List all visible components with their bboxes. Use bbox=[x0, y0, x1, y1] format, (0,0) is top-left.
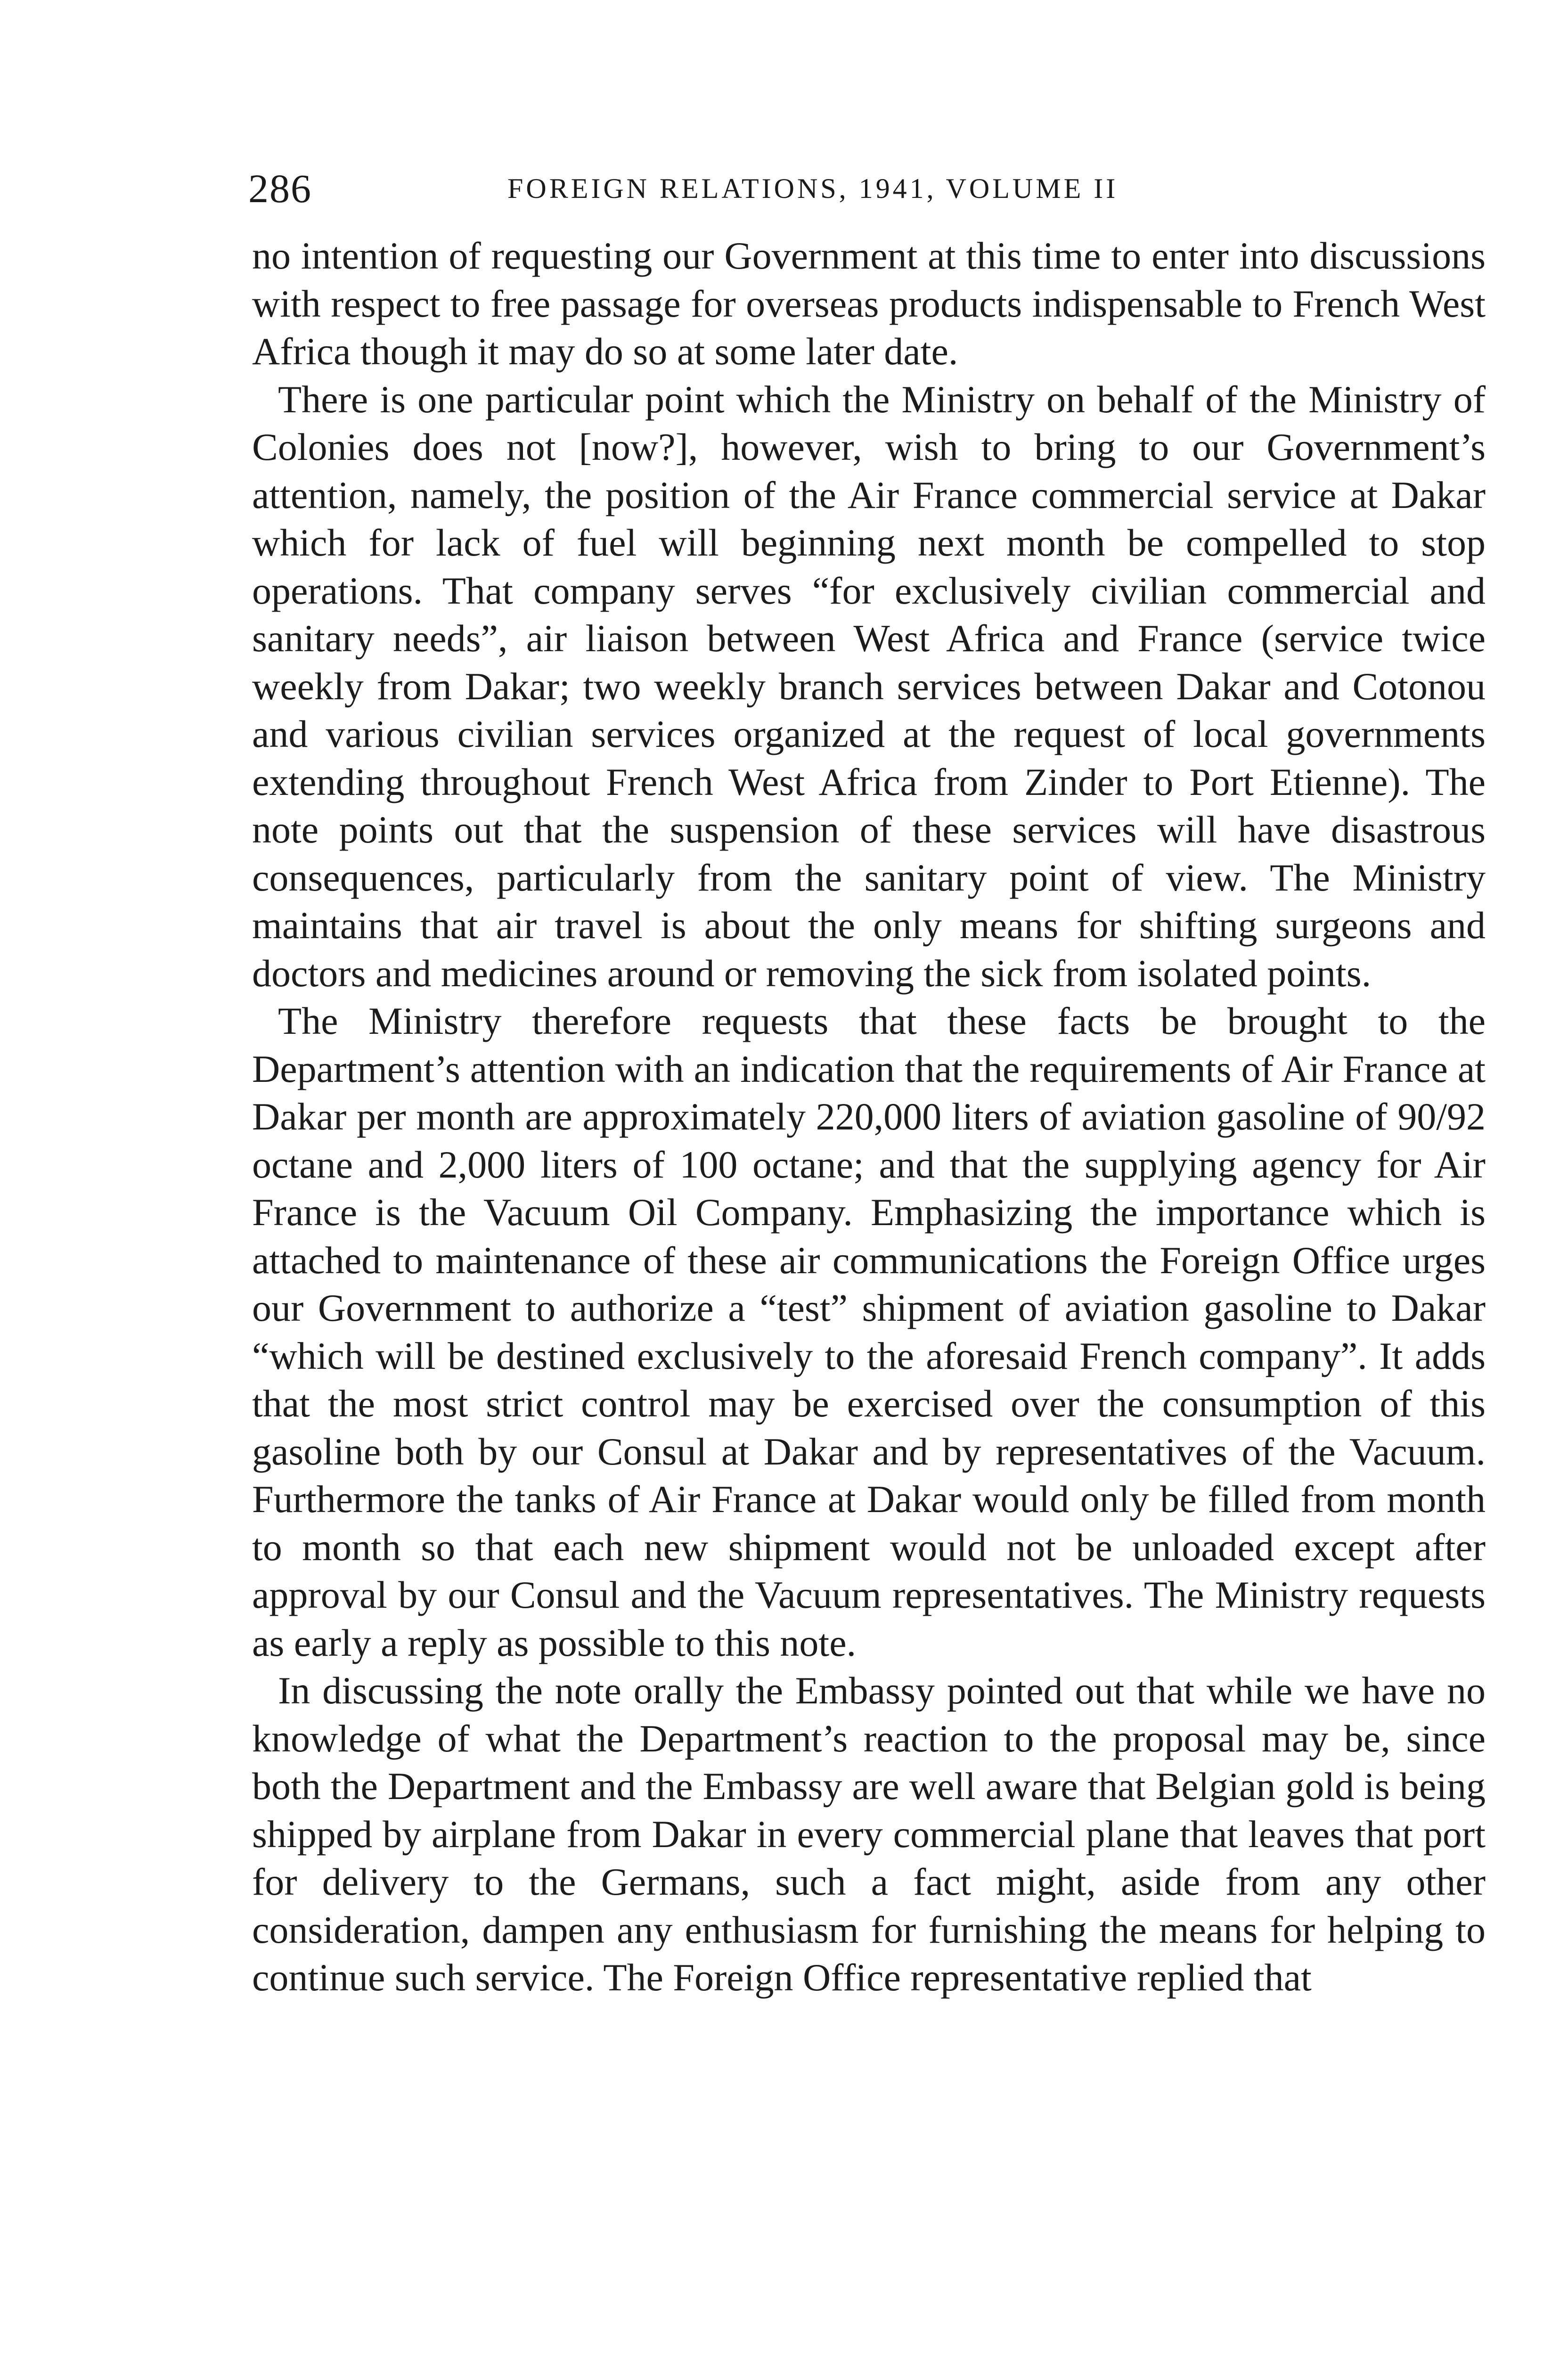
paragraph-fuel-request: The Ministry therefore requests that these facts be brought to the Department’s attention with an indication that the requirements of Air France at Dakar per month are approximately 220,000 liters of aviation gasoline of 90/92 octane and 2,000 liters of 100 octane; and that the supplying agency for Air France is the Vacuum Oil Company. Emphasizing the importance which is attached to maintenance of these air communications the Foreign Office urges our Government to authorize a “test” shipment of aviation gasoline to Dakar “which will be destined exclusively to the aforesaid French company”. It adds that the most strict control may be exercised over the consumption of this gasoline both by our Consul at Dakar and by representatives of the Vacuum. Furthermore the tanks of Air France at Dakar would only be filled from month to month so that each new shipment would not be unloaded except after approval by our Consul and the Vacuum representatives. The Ministry requests as early a reply as possible to this note. bbox=[252, 999, 1486, 1664]
paragraph-embassy-discussion: In discussing the note orally the Embassy pointed out that while we have no knowledge of what the Department’s reaction to the proposal may be, since both the Department and the Embassy are well aware that Belgian gold is being shipped by airplane from Dakar in every commercial plane that leaves that port for delivery to the Germans, such a fact might, aside from any other consideration, dampen any enthusiasm for furnishing the means for helping to continue such service. The Foreign Office representative replied that bbox=[252, 1669, 1486, 1999]
running-title: FOREIGN RELATIONS, 1941, VOLUME II bbox=[507, 173, 1119, 204]
page-header bbox=[248, 160, 1483, 217]
page-number: 286 bbox=[248, 166, 312, 211]
paragraph-air-france-service: There is one particular point which the Ministry on behalf of the Ministry of Colonies does not [now?], however, wish to bring to our Government’s attention, namely, the position of the Air France commercial service at Dakar which for lack of fuel will beginning next month be compelled to stop operations. That company serves “for exclusively civilian commercial and sanitary needs”, air liaison between West Africa and France (service twice weekly from Dakar; two weekly branch services between Dakar and Cotonou and various civilian services organized at the request of local governments extending throughout French West Africa from Zinder to Port Etienne). The note points out that the suspension of these services will have disastrous consequences, particularly from the sanitary point of view. The Ministry maintains that air travel is about the only means for shifting surgeons and doctors and medicines around or removing the sick from isolated points. bbox=[252, 377, 1486, 995]
body-text bbox=[252, 232, 1486, 2002]
paragraph-continuation: no intention of requesting our Government at this time to enter into discussions with respect to free passage for overseas products indispensable to French West Africa though it may do so at some later date. bbox=[252, 234, 1486, 373]
